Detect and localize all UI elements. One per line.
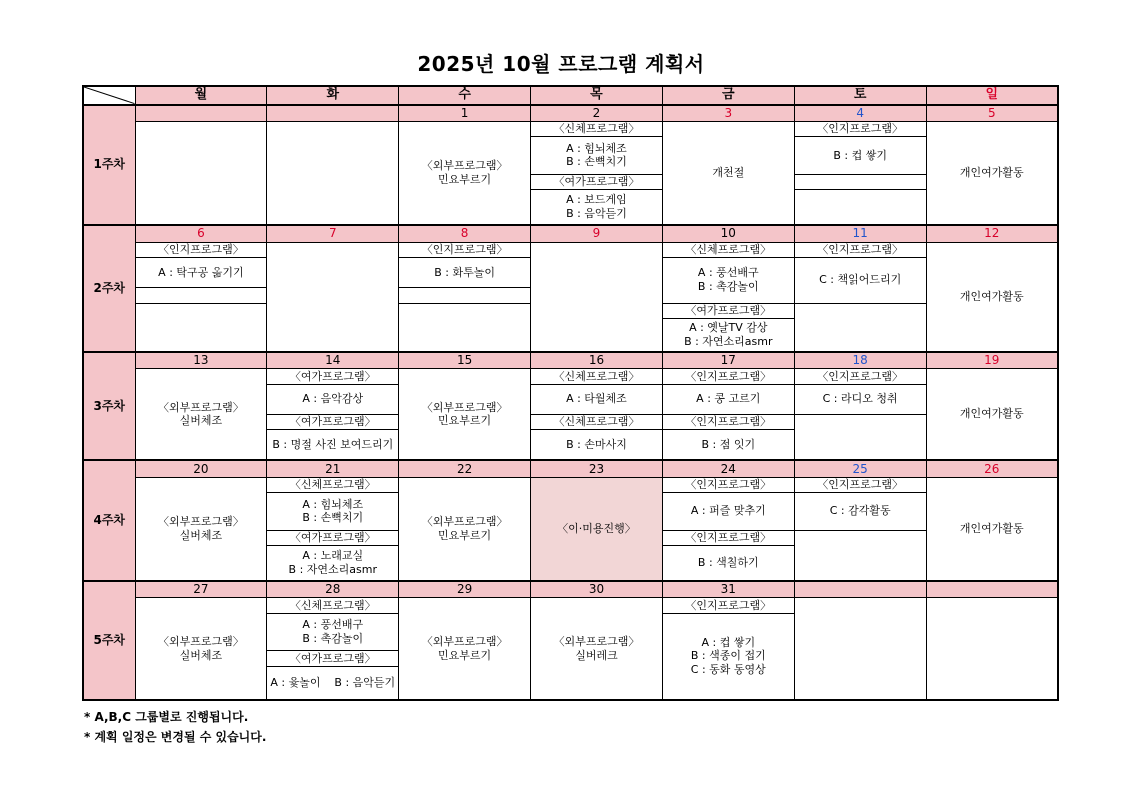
program-detail: A : 퍼즐 맞추기 (662, 492, 794, 530)
note-line: * A,B,C 그룹별로 진행됩니다. (84, 710, 249, 724)
program-detail: B : 컵 쌓기 (794, 137, 926, 175)
empty-cell (794, 190, 926, 226)
date-cell (794, 581, 926, 598)
program-category: 〈인지프로그램〉 (662, 598, 794, 613)
week-label: 3주차 (83, 352, 135, 460)
date-cell: 25 (794, 460, 926, 477)
date-cell (267, 105, 399, 122)
program-detail: A : 옛날TV 감상 B : 자연소리asmr (662, 318, 794, 352)
week2-dates (83, 225, 1058, 242)
empty-cell (531, 242, 663, 352)
week1-dates (83, 105, 1058, 122)
program-category: 〈인지프로그램〉 (794, 477, 926, 492)
program-detail: A : 탁구공 옮기기 (135, 257, 267, 288)
date-cell: 16 (531, 352, 663, 369)
program-detail: A : 노래교실 B : 자연소리asmr (267, 545, 399, 581)
program-cell: 〈외부프로그램〉 민요부르기 (399, 477, 531, 581)
empty-cell (135, 303, 267, 352)
empty-cell (794, 303, 926, 352)
date-cell: 20 (135, 460, 267, 477)
date-cell: 19 (926, 352, 1058, 369)
date-cell: 17 (662, 352, 794, 369)
date-cell: 2 (531, 105, 663, 122)
date-cell: 11 (794, 225, 926, 242)
week3-dates (83, 352, 1058, 369)
program-category: 〈신체프로그램〉 (662, 242, 794, 257)
program-category: 〈인지프로그램〉 (662, 477, 794, 492)
program-category: 〈신체프로그램〉 (531, 121, 663, 136)
note-line: * 계획 일정은 변경될 수 있습니다. (84, 730, 267, 744)
program-detail: B : 명절 사진 보여드리기 (267, 430, 399, 461)
salon-cell: 〈이·미용진행〉 (531, 477, 663, 581)
empty-cell (267, 242, 399, 352)
date-cell: 28 (267, 581, 399, 598)
program-cell: 〈외부프로그램〉 실버체조 (135, 598, 267, 700)
program-cell: 〈외부프로그램〉 실버체조 (135, 369, 267, 461)
program-detail: B : 화투놀이 (399, 257, 531, 288)
program-category: 〈인지프로그램〉 (662, 530, 794, 545)
empty-cell (794, 174, 926, 189)
program-calendar (82, 85, 1059, 701)
program-detail: A : 풍선배구 B : 촉감놀이 (267, 613, 399, 651)
program-detail: C : 감각활동 (794, 492, 926, 530)
date-cell: 8 (399, 225, 531, 242)
program-cell: 〈외부프로그램〉 실버체조 (135, 477, 267, 581)
program-category: 〈신체프로그램〉 (531, 369, 663, 384)
program-category: 〈신체프로그램〉 (267, 477, 399, 492)
holiday-cell: 개천절 (662, 121, 794, 225)
date-cell: 10 (662, 225, 794, 242)
day-sat: 토 (794, 86, 926, 105)
program-category: 〈여가프로그램〉 (531, 174, 663, 189)
program-cell: 개인여가활동 (926, 477, 1058, 581)
program-detail: A : 힘뇌체조 B : 손뼉치기 (531, 137, 663, 175)
program-detail: A : 타월체조 (531, 384, 663, 415)
program-category: 〈인지프로그램〉 (135, 242, 267, 257)
corner-cell (83, 86, 135, 105)
date-cell: 13 (135, 352, 267, 369)
date-cell: 15 (399, 352, 531, 369)
program-detail: B : 손마사지 (531, 430, 663, 461)
date-cell: 1 (399, 105, 531, 122)
program-category: 〈인지프로그램〉 (662, 369, 794, 384)
program-category: 〈신체프로그램〉 (531, 415, 663, 430)
program-detail: B : 점 잇기 (662, 430, 794, 461)
program-detail: C : 책읽어드리기 (794, 257, 926, 303)
empty-cell (794, 415, 926, 461)
program-category: 〈여가프로그램〉 (267, 369, 399, 384)
program-category: 〈인지프로그램〉 (662, 415, 794, 430)
program-category: 〈신체프로그램〉 (267, 598, 399, 613)
program-category: 〈인지프로그램〉 (794, 121, 926, 136)
day-sun: 일 (926, 86, 1058, 105)
program-category: 〈인지프로그램〉 (794, 242, 926, 257)
day-mon: 월 (135, 86, 267, 105)
date-cell: 26 (926, 460, 1058, 477)
program-detail: A : 보드게임 B : 음악듣기 (531, 190, 663, 226)
week5-dates (83, 581, 1058, 598)
program-detail: B : 색칠하기 (662, 545, 794, 581)
day-header-row (83, 86, 1058, 105)
date-cell: 7 (267, 225, 399, 242)
date-cell: 5 (926, 105, 1058, 122)
date-cell: 30 (531, 581, 663, 598)
program-cell: 〈외부프로그램〉 민요부르기 (399, 121, 531, 225)
program-detail: A : 컵 쌓기 B : 색종이 접기 C : 동화 동영상 (662, 613, 794, 700)
empty-cell (399, 288, 531, 303)
empty-cell (794, 530, 926, 581)
week-label: 5주차 (83, 581, 135, 700)
day-tue: 화 (267, 86, 399, 105)
week-label: 2주차 (83, 225, 135, 352)
day-wed: 수 (399, 86, 531, 105)
program-category: 〈여가프로그램〉 (662, 303, 794, 318)
empty-cell (926, 598, 1058, 700)
program-category: 〈인지프로그램〉 (399, 242, 531, 257)
program-cell: 〈외부프로그램〉 실버레크 (531, 598, 663, 700)
date-cell (926, 581, 1058, 598)
program-detail: A : 풍선배구 B : 촉감놀이 (662, 257, 794, 303)
program-cell: 개인여가활동 (926, 121, 1058, 225)
date-cell: 4 (794, 105, 926, 122)
notes (84, 707, 266, 747)
program-cell: 개인여가활동 (926, 369, 1058, 461)
empty-cell (135, 121, 267, 225)
page-title: 2025년 10월 프로그램 계획서 (417, 52, 705, 76)
date-cell: 14 (267, 352, 399, 369)
empty-cell (794, 598, 926, 700)
program-detail: A : 음악감상 (267, 384, 399, 415)
date-cell: 24 (662, 460, 794, 477)
date-cell (135, 105, 267, 122)
week4-dates (83, 460, 1058, 477)
date-cell: 12 (926, 225, 1058, 242)
program-detail: A : 힘뇌체조 B : 손뼉치기 (267, 492, 399, 530)
date-cell: 23 (531, 460, 663, 477)
empty-cell (267, 121, 399, 225)
program-cell: 〈외부프로그램〉 민요부르기 (399, 369, 531, 461)
date-cell: 18 (794, 352, 926, 369)
program-category: 〈인지프로그램〉 (794, 369, 926, 384)
week-label: 1주차 (83, 105, 135, 226)
program-detail: A : 윷놀이 B : 음악듣기 (267, 666, 399, 700)
date-cell: 9 (531, 225, 663, 242)
date-cell: 21 (267, 460, 399, 477)
program-detail: C : 라디오 청취 (794, 384, 926, 415)
date-cell: 27 (135, 581, 267, 598)
date-cell: 31 (662, 581, 794, 598)
empty-cell (135, 288, 267, 303)
program-cell: 〈외부프로그램〉 민요부르기 (399, 598, 531, 700)
date-cell: 6 (135, 225, 267, 242)
date-cell: 22 (399, 460, 531, 477)
day-thu: 목 (531, 86, 663, 105)
diagonal-line-icon (84, 87, 135, 104)
date-cell: 29 (399, 581, 531, 598)
program-detail: A : 콩 고르기 (662, 384, 794, 415)
program-category: 〈여가프로그램〉 (267, 530, 399, 545)
date-cell: 3 (662, 105, 794, 122)
day-fri: 금 (662, 86, 794, 105)
program-cell: 개인여가활동 (926, 242, 1058, 352)
program-category: 〈여가프로그램〉 (267, 415, 399, 430)
week-label: 4주차 (83, 460, 135, 581)
program-category: 〈여가프로그램〉 (267, 651, 399, 666)
empty-cell (399, 303, 531, 352)
